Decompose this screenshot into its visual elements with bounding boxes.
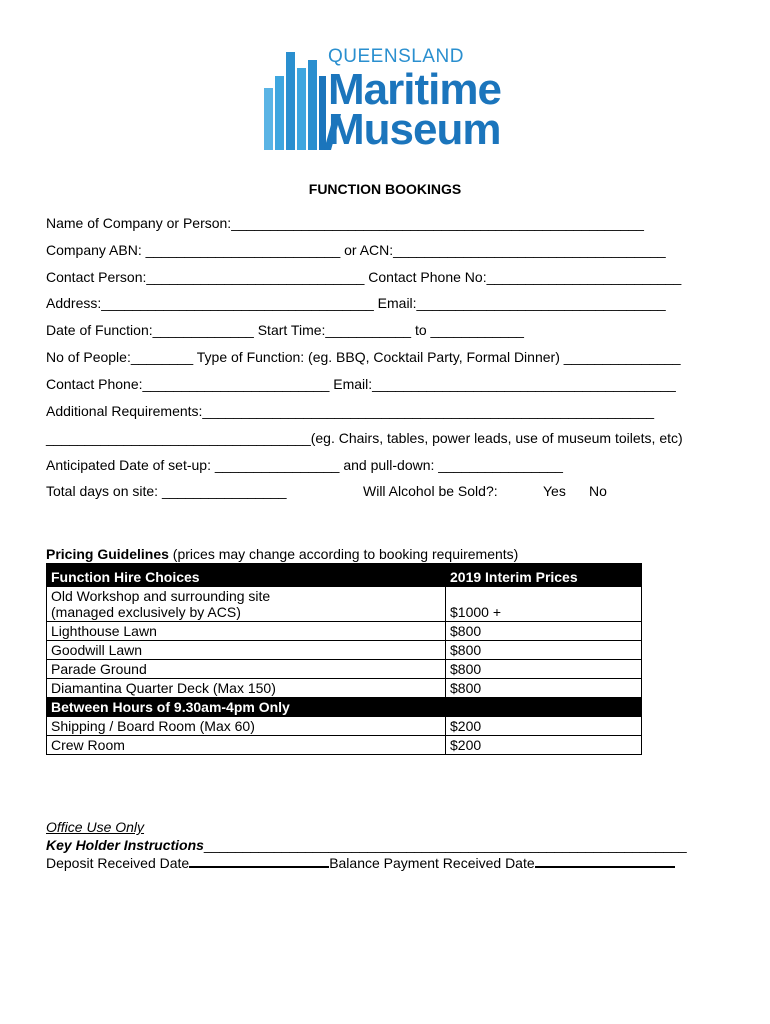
deposit-date-field[interactable] [189,854,329,868]
section-header-blank [446,698,642,717]
venue-price: $800 [446,622,642,641]
table-row [47,622,642,641]
alcohol-yes-option[interactable]: Yes [543,483,566,499]
balance-date-field[interactable] [535,854,675,868]
alcohol-no-option[interactable]: No [589,483,607,499]
table-row [47,587,642,622]
venue-name: Crew Room [47,736,446,755]
alcohol-label: Will Alcohol be Sold?: [363,483,498,499]
office-use-title: Office Use Only [46,819,145,835]
additional-requirements-field[interactable]: Additional Requirements:__________________________________________________________ [46,403,655,419]
col-header-prices: 2019 Interim Prices [446,564,642,587]
company-name-field[interactable]: Name of Company or Person:_____________________________________________________ [46,215,644,231]
table-row [47,736,642,755]
contact-phone-email-field[interactable]: Contact Phone:________________________ Email:_______________________________________ [46,376,676,392]
address-email-field[interactable]: Address:___________________________________ Email:________________________________ [46,295,666,311]
venue-name-line2: (managed exclusively by ACS) [51,604,241,620]
venue-name: Parade Ground [47,660,446,679]
museum-logo [262,46,522,154]
pricing-heading-bold: Pricing Guidelines [46,546,169,562]
venue-name: Diamantina Quarter Deck (Max 150) [47,679,446,698]
table-row [47,679,642,698]
balance-label: Balance Payment Received Date [329,855,535,871]
venue-name: Lighthouse Lawn [47,622,446,641]
col-header-choices: Function Hire Choices [47,564,446,587]
additional-requirements-line2[interactable]: __________________________________(eg. Chairs, tables, power leads, use of museum toilets, etc) [46,430,683,446]
people-type-field[interactable]: No of People:________ Type of Function: (eg. BBQ, Cocktail Party, Formal Dinner) _______________ [46,349,681,365]
office-use-section [46,818,687,872]
pricing-table [46,563,642,755]
venue-name: Shipping / Board Room (Max 60) [47,717,446,736]
section-header-hours: Between Hours of 9.30am-4pm Only [47,698,446,717]
table-row [47,717,642,736]
section-header-row [47,698,642,717]
contact-person-field[interactable]: Contact Person:____________________________ Contact Phone No:_________________________ [46,269,682,285]
venue-price: $200 [446,717,642,736]
venue-price: $800 [446,660,642,679]
key-holder-row [46,836,687,854]
abn-acn-field[interactable]: Company ABN: _________________________ or ACN:___________________________________ [46,242,666,258]
table-row [47,641,642,660]
deposit-balance-row [46,854,687,872]
form-title: FUNCTION BOOKINGS [308,181,462,197]
key-holder-field[interactable]: ______________________________________________________________ [203,837,687,853]
logo-queensland-text: QUEENSLAND [328,46,464,67]
deposit-label: Deposit Received Date [46,855,190,871]
venue-name: Goodwill Lawn [47,641,446,660]
logo-maritime-text: Maritime [328,65,501,114]
key-holder-label: Key Holder Instructions [46,837,204,853]
setup-pulldown-field[interactable]: Anticipated Date of set-up: ________________ and pull-down: ________________ [46,457,563,473]
pricing-heading-note: (prices may change according to booking requirements) [168,546,519,562]
table-header-row [47,564,642,587]
table-row [47,660,642,679]
venue-price: $800 [446,641,642,660]
venue-name [47,587,446,622]
venue-price: $800 [446,679,642,698]
logo-museum-text: Museum [328,105,501,154]
total-days-field[interactable]: Total days on site: ________________ [46,483,287,499]
venue-price: $1000 + [446,587,642,622]
venue-name-line1: Old Workshop and surrounding site [51,588,271,604]
date-time-field[interactable]: Date of Function:_____________ Start Time:___________ to ____________ [46,322,524,338]
venue-price: $200 [446,736,642,755]
pricing-heading [46,546,518,562]
